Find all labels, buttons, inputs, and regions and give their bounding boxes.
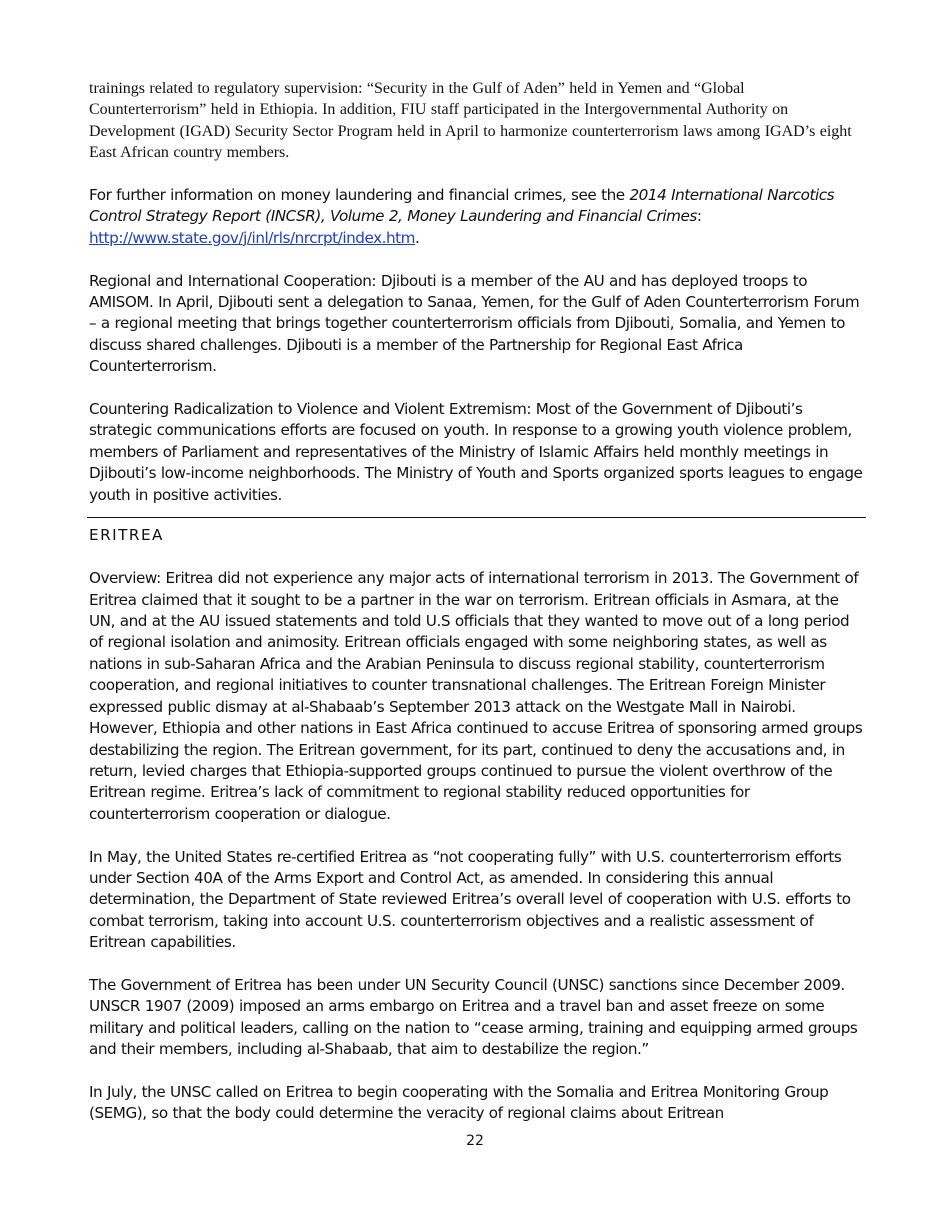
report-title: 2014 International Narcotics Control Strategy Report (INCSR), Volume 2, Money Laundering and Financial Crimes: [89, 186, 835, 226]
section-heading-eritrea: ERITREA: [89, 526, 164, 545]
paragraph-sanctions: [89, 975, 864, 1061]
paragraph-text: trainings related to regulatory supervision: “Security in the Gulf of Aden” held in Yemen and “Global Counterterrorism” held in Ethiopia. In addition, FIU staff participated in the Intergovernmental Authority on Development (IGAD) Security Sector Program held in April to harmonize counterterrorism laws among IGAD’s eight East African country members.: [89, 80, 852, 162]
paragraph-overview: [89, 568, 864, 825]
paragraph-text: The Government of Eritrea has been under UN Security Council (UNSC) sanctions since December 2009. UNSCR 1907 (2009) imposed an arms embargo on Eritrea and a travel ban and asset freeze on some military and political leaders, calling on the nation to “cease arming, training and equipping armed groups and their members, including al-Shabaab, that aim to destabilize the region.”: [89, 975, 858, 1059]
document-page: [89, 78, 864, 1146]
paragraph-text: In July, the UNSC called on Eritrea to begin cooperating with the Somalia and Eritrea Monitoring Group (SEMG), so that the body could determine the veracity of regional claims about Eritrean: [89, 1082, 829, 1123]
paragraph-text: :: [696, 207, 702, 226]
paragraph-further-information: [89, 185, 864, 249]
paragraph-countering-radicalization: [89, 399, 864, 506]
paragraph-trainings: [89, 78, 864, 164]
paragraph-text: For further information on money laundering and financial crimes, see the: [89, 186, 630, 205]
paragraph-text: Eritrea did not experience any major acts of international terrorism in 2013. The Government of Eritrea claimed that it sought to be a partner in the war on terrorism. Eritrean officials in Asmara, at the UN, and at the AU issued statements and told U.S officials that they wanted to move out of a long period of regional isolation and animosity. Eritrean officials engaged with some neighboring states, as well as nations in sub-Saharan Africa and the Arabian Peninsula to discuss regional stability, counterterrorism cooperation, and regional initiatives to counter transnational challenges. The Eritrean Foreign Minister expressed public dismay at al-Shabaab’s September 2013 attack on the Westgate Mall in Nairobi. However, Ethiopia and other nations in East Africa continued to accuse Eritrea of sponsoring armed groups destabilizing the region. The Eritrean government, for its part, continued to deny the accusations and, in return, levied charges that Ethiopia-supported groups continued to pursue the violent overthrow of the Eritrean regime. Eritrea’s lack of commitment to regional stability reduced opportunities for counterterrorism cooperation or dialogue.: [89, 569, 863, 823]
paragraph-text: .: [415, 228, 420, 247]
paragraph-semg: [89, 1082, 864, 1125]
paragraph-label: Countering Radicalization to Violence and Violent Extremism:: [89, 400, 532, 419]
paragraph-label: Regional and International Cooperation:: [89, 271, 377, 290]
paragraph-text: In May, the United States re-certified Eritrea as “not cooperating fully” with U.S. counterterrorism efforts under Section 40A of the Arms Export and Control Act, as amended. In considering this annual determination, the Department of State reviewed Eritrea’s overall level of cooperation with U.S. efforts to combat terrorism, taking into account U.S. counterterrorism objectives and a realistic assessment of Eritrean capabilities.: [89, 847, 851, 952]
paragraph-text: Djibouti is a member of the AU and has deployed troops to AMISOM. In April, Djibouti sent a delegation to Sanaa, Yemen, for the Gulf of Aden Counterterrorism Forum – a regional meeting that brings together counterterrorism officials from Djibouti, Somalia, and Yemen to discuss shared challenges. Djibouti is a member of the Partnership for Regional East Africa Counterterrorism.: [89, 271, 860, 376]
paragraph-text: Most of the Government of Djibouti’s strategic communications efforts are focused on youth. In response to a growing youth violence problem, members of Parliament and representatives of the Ministry of Islamic Affairs held monthly meetings in Djibouti’s low-income neighborhoods. The Ministry of Youth and Sports organized sports leagues to engage youth in positive activities.: [89, 400, 863, 504]
page-number: 22: [466, 1133, 484, 1149]
incsr-link[interactable]: http://www.state.gov/j/inl/rls/nrcrpt/index.htm: [89, 228, 416, 247]
paragraph-label: Overview:: [89, 569, 161, 588]
section-divider: [87, 517, 866, 518]
paragraph-regional-cooperation: [89, 271, 864, 378]
paragraph-recertification: [89, 847, 864, 954]
